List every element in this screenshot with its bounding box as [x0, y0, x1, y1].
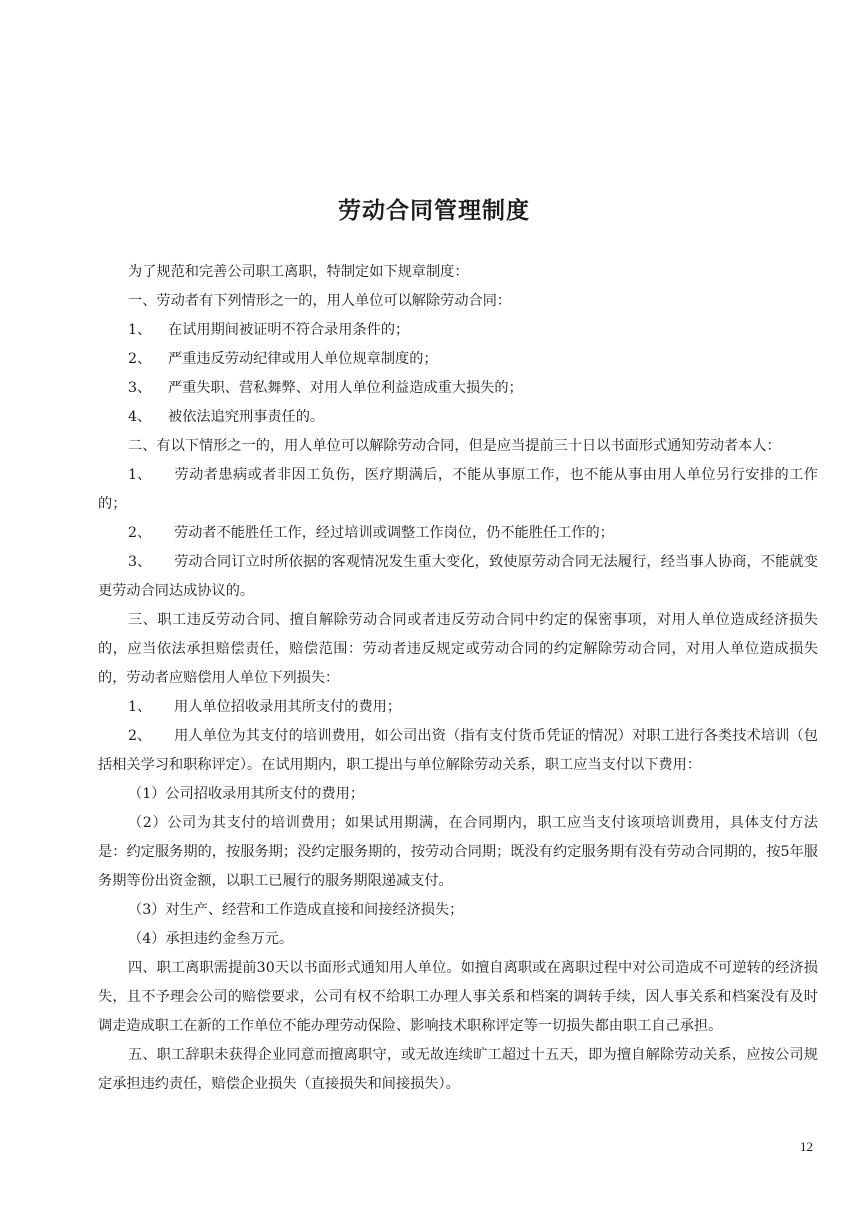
section-heading-5: 五、职工辞职未获得企业同意而擅离职守，或无故连续旷工超过十五天，即为擅自解除劳动关系，应按公司规定承担违约责任，赔偿企业损失（直接损失和间接损失）。 [98, 1047, 818, 1092]
sub-item: （3）对生产、经营和工作造成直接和间接经济损失； [128, 902, 464, 918]
document-body [98, 258, 818, 1099]
section-heading-1: 一、劳动者有下列情形之一的，用人单位可以解除劳动合同： [128, 293, 512, 309]
sub-item: （2）公司为其支付的培训费用；如果试用期满，在合同期内，职工应当支付该项培训费用，具体支付方法是：约定服务期的，按服务期；没约定服务期的，按劳动合同期；既没有约定服务期有没有劳动合同期的，按5年服务期等份出资金额，以职工已履行的服务期限递减支付。 [98, 815, 818, 889]
document-title: 劳动合同管理制度 [338, 198, 530, 224]
list-item: 2、 劳动者不能胜任工作，经过培训或调整工作岗位，仍不能胜任工作的； [128, 525, 614, 541]
list-item: 1、 在试用期间被证明不符合录用条件的； [128, 322, 410, 338]
page-number: 12 [800, 1139, 813, 1154]
section-heading-4: 四、职工离职需提前30天以书面形式通知用人单位。如擅自离职或在离职过程中对公司造成不可逆转的经济损失，且不予理会公司的赔偿要求，公司有权不给职工办理人事关系和档案的调转手续，因人事关系和档案没有及时调走造成职工在新的工作单位不能办理劳动保险、影响技术职称评定等一切损失都由职工自己承担。 [98, 960, 818, 1034]
section-heading-2: 二、有以下情形之一的，用人单位可以解除劳动合同，但是应当提前三十日以书面形式通知劳动者本人： [128, 438, 781, 454]
list-item: 3、 严重失职、营私舞弊、对用人单位利益造成重大损失的； [128, 380, 523, 396]
list-item: 2、 用人单位为其支付的培训费用，如公司出资（指有支付货币凭证的情况）对职工进行各类技术培训（包括相关学习和职称评定）。在试用期内，职工提出与单位解除劳动关系，职工应当支付以下费用： [98, 728, 818, 773]
list-item: 1、 劳动者患病或者非因工负伤，医疗期满后，不能从事原工作，也不能从事由用人单位另行安排的工作的； [98, 467, 818, 512]
list-item: 2、 严重违反劳动纪律或用人单位规章制度的； [128, 351, 438, 367]
section-heading-3: 三、职工违反劳动合同、擅自解除劳动合同或者违反劳动合同中约定的保密事项，对用人单位造成经济损失的，应当依法承担赔偿责任，赔偿范围：劳动者违反规定或劳动合同的约定解除劳动合同，对用人单位造成损失的，劳动者应赔偿用人单位下列损失： [98, 612, 818, 686]
list-item: 1、 用人单位招收录用其所支付的费用； [128, 699, 402, 715]
sub-item: （1）公司招收录用其所支付的费用； [128, 786, 365, 802]
list-item: 4、 被依法追究刑事责任的。 [128, 409, 325, 425]
sub-item: （4）承担违约金叁万元。 [128, 931, 294, 947]
list-item: 3、 劳动合同订立时所依据的客观情况发生重大变化，致使原劳动合同无法履行，经当事人协商，不能就变更劳动合同达成协议的。 [98, 554, 818, 599]
paragraph-intro: 为了规范和完善公司职工离职，特制定如下规章制度： [128, 264, 469, 280]
